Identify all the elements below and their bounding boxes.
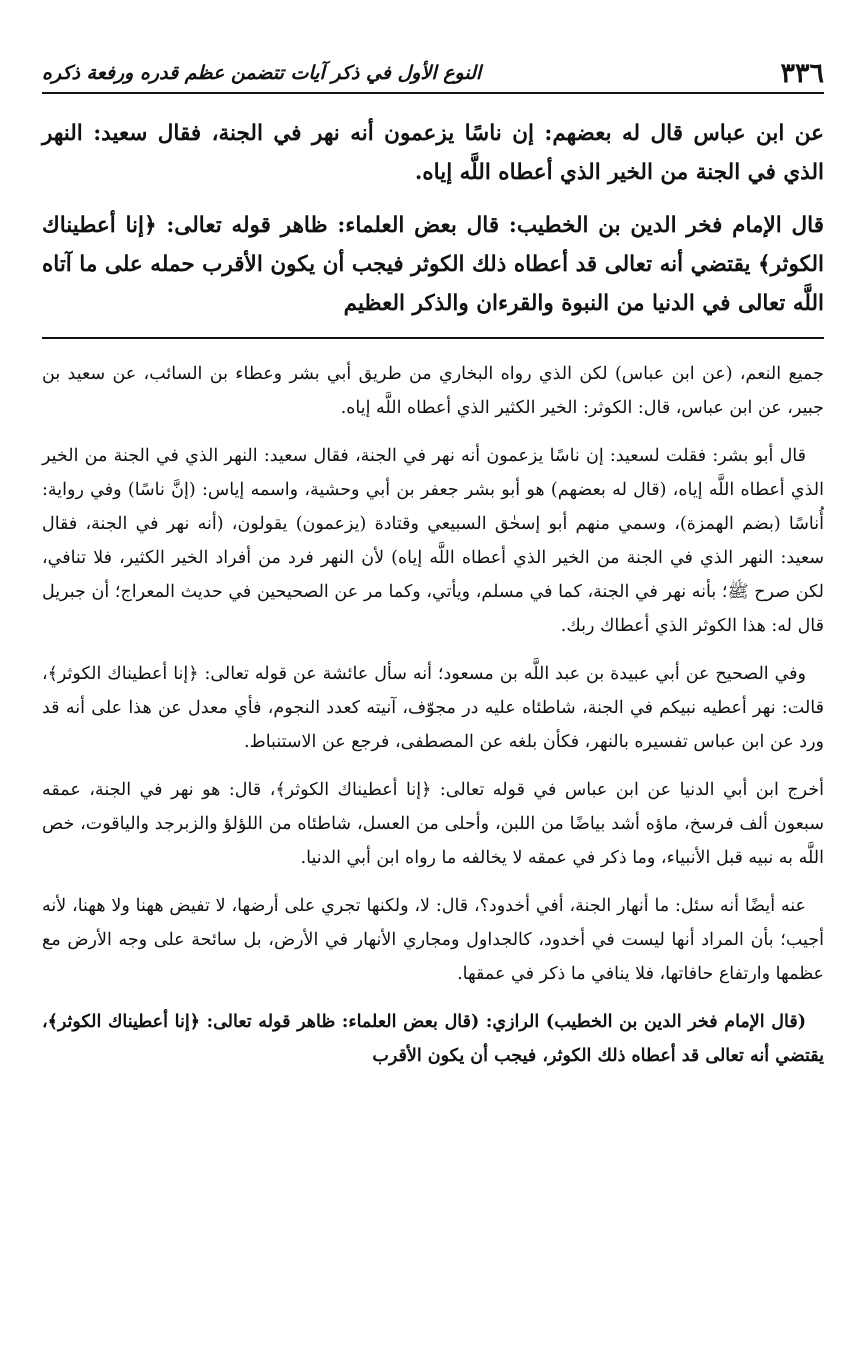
- main-paragraph-2: قال الإمام فخر الدين بن الخطيب: قال بعض العلماء: ظاهر قوله تعالى: ﴿إنا أعطيناك الكوثر﴾ يقتضي أنه تعالى قد أعطاه ذلك الكوثر فيجب أن يكون الأقرب حمله على ما آتاه اللَّه تعالى في الدنيا من النبوة والقرءان والذكر العظيم: [42, 213, 824, 316]
- footnote-divider: [42, 337, 824, 339]
- commentary-paragraph-1: جميع النعم، (عن ابن عباس) لكن الذي رواه البخاري من طريق أبي بشر وعطاء بن السائب، عن سعيد بن جبير، عن ابن عباس، قال: الكوثر: الخير الكثير الذي أعطاه اللَّه إياه.: [42, 364, 824, 418]
- main-paragraph-1: عن ابن عباس قال له بعضهم: إن ناسًا يزعمون أنه نهر في الجنة، فقال سعيد: النهر الذي في الجنة من الخير الذي أعطاه اللَّه إياه.: [42, 121, 824, 185]
- running-title: النوع الأول في ذكر آيات تتضمن عظم قدره ورفعة ذكره: [42, 62, 482, 84]
- commentary-paragraph-6: (قال الإمام فخر الدين بن الخطيب) الرازي: (قال بعض العلماء: ظاهر قوله تعالى: ﴿إنا أعطيناك الكوثر﴾، يقتضي أنه تعالى قد أعطاه ذلك الكوثر، فيجب أن يكون الأقرب: [42, 1012, 824, 1066]
- page-number: ٣٣٦: [780, 58, 824, 89]
- commentary-paragraph-4: أخرج ابن أبي الدنيا عن ابن عباس في قوله تعالى: ﴿إنا أعطيناك الكوثر﴾، قال: هو نهر في الجنة، عمقه سبعون ألف فرسخ، ماؤه أشد بياضًا من اللبن، وأحلى من العسل، شاطئاه من اللؤلؤ والزبرجد والياقوت، خص اللَّه به نبيه قبل الأنبياء، وما ذكر في عمقه لا يخالفه ما رواه ابن أبي الدنيا.: [42, 780, 824, 868]
- main-text: [42, 114, 824, 323]
- commentary-section: [42, 357, 824, 1073]
- commentary-paragraph-2: قال أبو بشر: فقلت لسعيد: إن ناسًا يزعمون أنه نهر في الجنة، فقال سعيد: النهر الذي في الجنة من الخير الذي أعطاه اللَّه إياه، (قال له بعضهم) هو أبو بشر جعفر بن أبي وحشية، واسمه إياس: (إنَّ ناسًا) وفي رواية: أُناسًا (بضم الهمزة)، وسمي منهم أبو إسحٰق السبيعي وقتادة (يزعمون) يقولون، (أنه نهر في الجنة، فقال سعيد: النهر الذي في الجنة من الخير الذي أعطاه اللَّه إياه) لأن النهر فرد من أفراد الخير الكثير، فلا تنافي، لكن صرح ﷺ؛ بأنه نهر في الجنة، كما في مسلم، ويأتي، وكما مر عن الصحيحين في حديث المعراج؛ أن جبريل قال له: هذا الكوثر الذي أعطاك ربك.: [42, 446, 824, 636]
- page-header: [42, 52, 824, 94]
- commentary-paragraph-5: عنه أيضًا أنه سئل: ما أنهار الجنة، أفي أخدود؟، قال: لا، ولكنها تجري على أرضها، لا تفيض ههنا ولا ههنا، لأنه أجيب؛ بأن المراد أنها ليست في أخدود، كالجداول ومجاري الأنهار في الأرض، بل سائحة على وجه الأرض مع عظمها وارتفاع حافاتها، فلا ينافي ما ذكر في عمقها.: [42, 896, 824, 984]
- commentary-paragraph-3: وفي الصحيح عن أبي عبيدة بن عبد اللَّه بن مسعود؛ أنه سأل عائشة عن قوله تعالى: ﴿إنا أعطيناك الكوثر﴾، قالت: نهر أعطيه نبيكم في الجنة، شاطئاه عليه در مجوّف، آنيته كعدد النجوم، فأي معدل عن هذا على أنه قد ورد عن ابن عباس تفسيره بالنهر، فكأن بلغه عن المصطفى، فرجع عن الاستنباط.: [42, 664, 824, 752]
